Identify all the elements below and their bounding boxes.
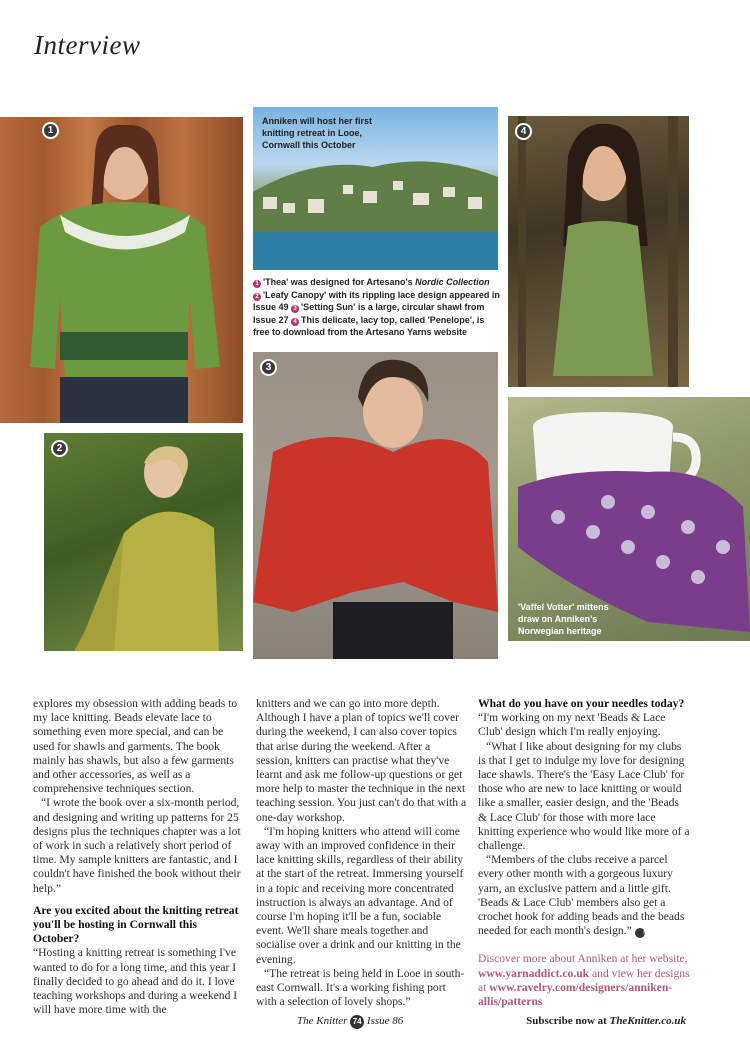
promo-part: Discover more about Anniken at her website, [478,952,688,966]
photo-red-shawl [253,352,498,659]
subscribe-text: Subscribe now at [526,1015,610,1027]
yellow-shawl-illustration [44,433,243,651]
question-heading: What do you have on your needles today? [478,697,685,710]
legend-text: This delicate, lacy top, called 'Penelope', is free to download from the Artesano Yarns website [253,314,485,337]
question-heading: Are you excited about the knitting retreat you'll be hosting in Cornwall this October? [33,903,239,946]
legend-text: 'Leafy Canopy' with its rippling lace design appeared in Issue 49 [253,289,500,312]
paragraph: explores my obsession with adding beads to my lace knitting. Beads elevate lace to something even more special, and can be used for shawls and garments. The book mainly has shawls, but also a few garments and other accessories, as well as a comprehensive techniques section. [33,697,238,796]
photo-number-badge: 4 [515,123,532,140]
issue-number: Issue 86 [366,1015,404,1027]
paragraph: knitters and we can go into more depth. Although I have a plan of topics we'll cover during the weekend, I can also cover topics that arise during the weekend. After a session, knitters can practise what they've learnt and ask me follow-up questions or get more help to master the technique in the next teaching session. You just can't do that with a one-day workshop. [256,697,467,824]
photo-number-badge: 1 [42,122,59,139]
paragraph: “I wrote the book over a six-month period, and designing and writing up patterns for 25 designs plus the techniques chapter was a lot of work in such a relatively short period of time. My sample knitters are fantastic, and I couldn't have finished the book without their help.” [33,796,241,895]
end-mark-icon: © [635,928,645,938]
paragraph: “The retreat is being held in Looe in south-east Cornwall. It's a working fishing port with a selection of lovely shops.” [256,966,465,1009]
photo-yellow-shawl [44,433,243,651]
legend-italic: Nordic Collection [415,277,490,287]
legend-text: 'Thea' was designed for Artesano's [263,277,416,287]
photo-number-badge: 3 [260,359,277,376]
photo-mittens [508,397,750,641]
paragraph: “Hosting a knitting retreat is something I've wanted to do for a long time, and this year I finally decided to go ahead and do it. I love teaching workshops and during a weekend I will have more time with the [33,946,238,1017]
legend-badge: 3 [291,305,299,313]
section-title: Interview [34,30,141,60]
paragraph-text: “Members of the clubs receive a parcel every other month with a gorgeous luxury yarn, an exclusive pattern and a little gift. 'Beads & Lace Club' members also get a crochet hook for adding beads and the beads needed for each month's design.” [478,853,685,938]
photo-green-sweater [0,117,243,423]
page-number: 74 [350,1015,364,1029]
mittens-caption: 'Vaffel Votter' mittens draw on Anniken's Norwegian heritage [518,602,609,636]
text-column-3 [478,697,690,1009]
footer-subscribe [526,1015,686,1027]
paragraph: “I'm hoping knitters who attend will come away with an improved confidence in their lace knitting skills, regardless of their ability at the start of the retreat. Immersing yourself in a topic and receiving more concentrated instruction is always an advantage. And of course I'm hoping it'll be a fun, sociable event. We'll share meals together and socialise over a drink and our knitting in the evening. [256,824,464,966]
ravelry-link[interactable]: www.ravelry.com/designers/anniken-allis/patterns [478,980,673,1009]
legend-text: 'Setting Sun' is a large, circular shawl from Issue 27 [253,302,485,325]
legend-badge: 4 [291,318,299,326]
photo-legend [253,276,501,339]
promo-part: and view her designs at [478,966,690,994]
paragraph: “What I like about designing for my clubs is that I get to indulge my love for designing lace shawls. There's the 'Easy Lace Club' for those who are new to lace knitting or would like a smaller, easier design, and the 'Beads & Lace Club' for those with more lace knitting experience who would like more of a challenge. [478,739,690,853]
lace-top-illustration [508,116,689,387]
paragraph [478,853,690,938]
photo-green-lace-top [508,116,689,387]
text-column-1 [33,697,245,1017]
photo-looe-harbour [253,107,498,270]
text-column-2 [256,697,468,1009]
red-shawl-illustration [253,352,498,659]
promo-text [478,952,690,1009]
subscribe-link[interactable]: TheKnitter.co.uk [609,1015,686,1027]
website-link[interactable]: www.yarnaddict.co.uk [478,966,590,980]
green-sweater-illustration [0,117,243,423]
footer-issue [297,1015,403,1029]
looe-caption: Anniken will host her first knitting retreat in Looe, Cornwall this October [262,116,373,150]
legend-badge: 1 [253,280,261,288]
paragraph: “I'm working on my next 'Beads & Lace Club' design which I'm really enjoying. [478,711,666,739]
photo-number-badge: 2 [51,440,68,457]
legend-badge: 2 [253,293,261,301]
magazine-name: The Knitter [297,1015,348,1027]
